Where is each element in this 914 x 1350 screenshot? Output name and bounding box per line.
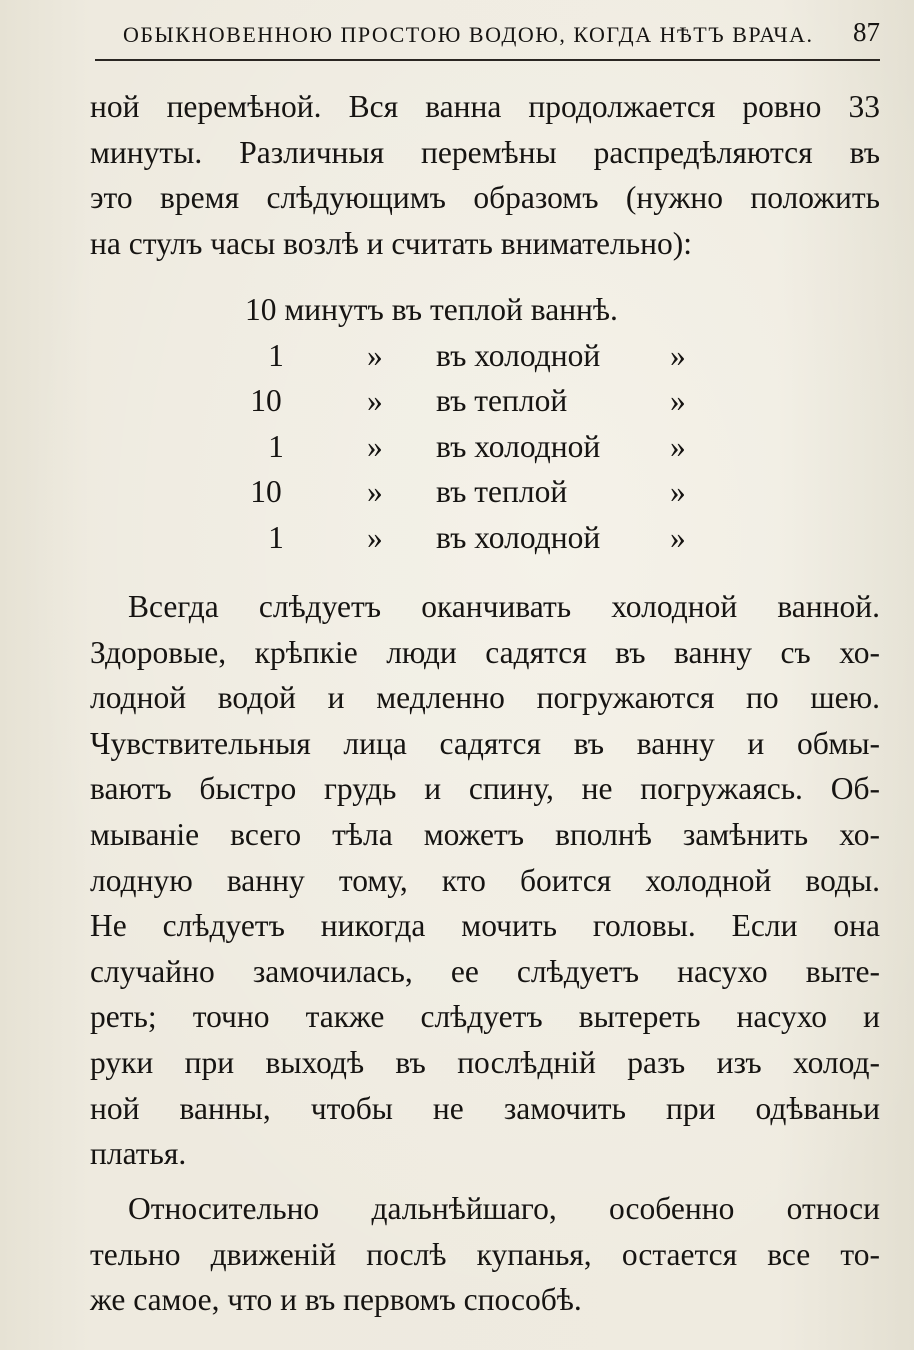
schedule-bath-type: въ теплой (436, 474, 568, 509)
ditto-mark: » (670, 428, 686, 464)
text-line: руки при выходѣ въ послѣдній разъ изъ холод- (90, 1044, 880, 1080)
ditto-mark: » (670, 337, 686, 373)
text-line: Всегда слѣдуетъ оканчивать холодной ванной. (128, 589, 880, 624)
schedule-minutes: 1 (268, 519, 284, 555)
schedule-minutes: 1 (268, 428, 284, 464)
ditto-mark: » (367, 383, 383, 418)
schedule-first-entry: 10 минутъ въ теплой ваннѣ. (245, 292, 618, 327)
text-line: Относительно дальнѣйшаго, особенно относи (128, 1191, 880, 1226)
paragraph-3 (90, 1186, 880, 1323)
schedule-row (0, 378, 914, 424)
header-rule (95, 59, 880, 61)
schedule-row (0, 469, 914, 515)
text-line: на стулъ часы возлѣ и считать внимательно): (90, 225, 692, 261)
text-line: тельно движеній послѣ купанья, остается все то- (90, 1236, 880, 1272)
text-line: это время слѣдующимъ образомъ (нужно положить (90, 180, 880, 216)
text-line: ной перемѣной. Вся ванна продолжается ровно 33 (90, 89, 880, 124)
text-line: же самое, что и въ первомъ способѣ. (90, 1282, 582, 1318)
text-line: платья. (90, 1136, 187, 1172)
running-header (95, 14, 880, 54)
running-head-title: ОБЫКНОВЕННОЮ ПРОСТОЮ ВОДОЮ, КОГДА НѢТЪ ВРАЧА. (123, 22, 814, 47)
paragraph-2 (90, 584, 880, 1177)
bath-schedule (0, 287, 914, 560)
ditto-mark: » (367, 519, 383, 555)
schedule-bath-type: въ холодной (436, 519, 601, 555)
text-line: лодной водой и медленно погружаются по шею. (90, 680, 880, 716)
schedule-row (0, 515, 914, 561)
text-line: лодную ванну тому, кто боится холодной воды. (90, 862, 880, 898)
text-line: Не слѣдуетъ никогда мочить головы. Если она (90, 908, 880, 944)
text-line: мываніе всего тѣла можетъ вполнѣ замѣнить хо- (90, 816, 880, 852)
schedule-row (0, 287, 914, 333)
paragraph-1 (90, 84, 880, 266)
text-line: ной ванны, чтобы не замочить при одѣваньи (90, 1090, 880, 1126)
text-line: ваютъ быстро грудь и спину, не погружаясь. Об- (90, 771, 880, 807)
ditto-mark: » (670, 383, 686, 418)
text-line: Здоровые, крѣпкіе люди садятся въ ванну съ хо- (90, 634, 880, 670)
schedule-bath-type: въ теплой (436, 383, 568, 418)
text-line: реть; точно также слѣдуетъ вытереть насухо и (90, 999, 880, 1035)
schedule-row (0, 333, 914, 379)
page-number: 87 (853, 17, 880, 47)
text-line: минуты. Различныя перемѣны распредѣляются въ (90, 134, 880, 170)
schedule-row (0, 424, 914, 470)
ditto-mark: » (367, 337, 383, 373)
ditto-mark: » (367, 474, 383, 509)
ditto-mark: » (670, 474, 686, 509)
ditto-mark: » (670, 519, 686, 555)
text-line: Чувствительныя лица садятся въ ванну и обмы- (90, 725, 880, 761)
ditto-mark: » (367, 428, 383, 464)
schedule-minutes: 1 (268, 337, 284, 373)
text-line: случайно замочилась, ее слѣдуетъ насухо выте- (90, 953, 880, 989)
schedule-minutes: 10 (250, 474, 282, 509)
schedule-bath-type: въ холодной (436, 337, 601, 373)
schedule-bath-type: въ холодной (436, 428, 601, 464)
schedule-minutes: 10 (250, 383, 282, 418)
